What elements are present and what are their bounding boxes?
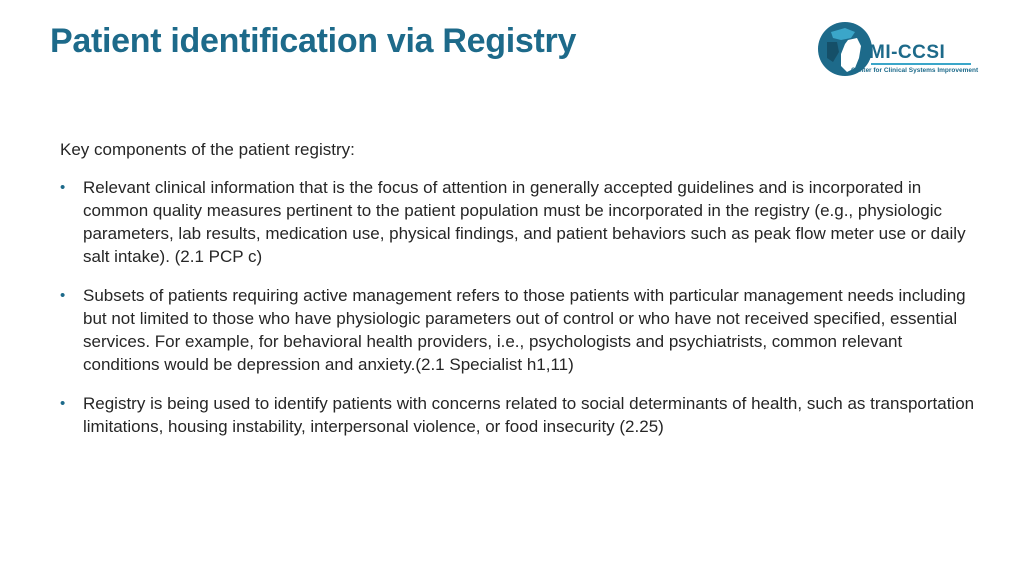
bullet-item xyxy=(60,284,980,376)
bullet-text: Subsets of patients requiring active management refers to those patients with particular management needs including but not limited to those who have physiologic parameters out of control or who have not received specified, essential services. For example, for behavioral health providers, i.e., psychologists and psychiatrists, common relevant conditions would be depression and anxiety.(2.1 Specialist h1,11) xyxy=(83,286,966,374)
bullet-list xyxy=(60,176,980,438)
slide-title: Patient identification via Registry xyxy=(50,22,577,60)
bullet-text: Registry is being used to identify patients with concerns related to social determinants of health, such as transportation limitations, housing instability, interpersonal violence, or food insecurity (2.25) xyxy=(83,394,975,436)
intro-text: Key components of the patient registry: xyxy=(60,140,355,159)
bullet-icon: • xyxy=(60,395,66,412)
logo-divider xyxy=(871,63,971,65)
logo-subtitle: Center for Clinical Systems Improvement xyxy=(851,67,979,74)
slide-content xyxy=(60,138,980,454)
mi-ccsi-logo xyxy=(815,18,980,80)
bullet-item xyxy=(60,176,980,268)
logo-name: MI-CCSI xyxy=(869,42,946,63)
bullet-icon: • xyxy=(60,179,66,196)
bullet-icon: • xyxy=(60,287,66,304)
bullet-text: Relevant clinical information that is the focus of attention in generally accepted guidelines and is incorporated in common quality measures pertinent to the patient population must be incorporated in the registry (e.g., physiologic parameters, lab results, medication use, physical findings, and patient behaviors such as peak flow meter use or daily salt intake). (2.1 PCP c) xyxy=(83,178,966,266)
bullet-item xyxy=(60,392,980,438)
